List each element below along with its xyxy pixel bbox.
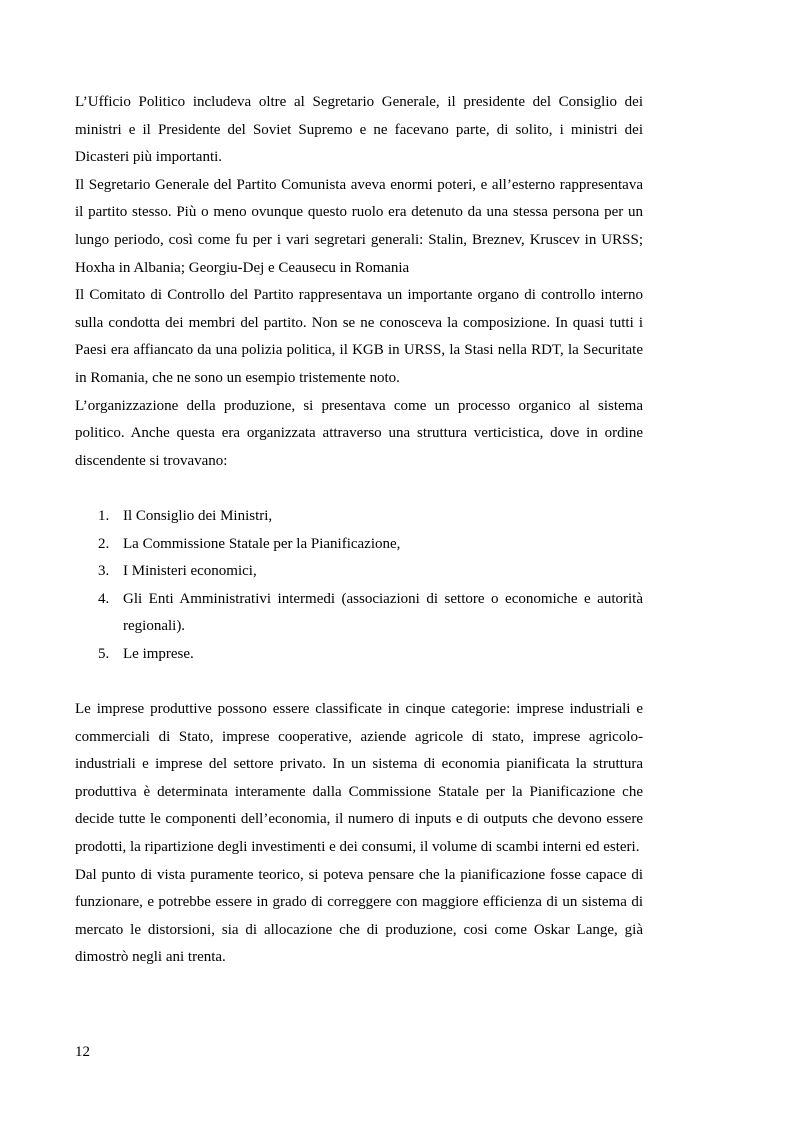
paragraph-punto-di-vista: Dal punto di vista puramente teorico, si poteva pensare che la pianificazione fosse capace di funzionare, e potrebbe essere in grado di correggere con maggiore efficienza di un sistema di mercato le distorsioni, sia di allocazione che di produzione, cosi come Oskar Lange, già dimostrò negli ani trenta. <box>75 866 643 966</box>
list-item-text: La Commissione Statale per la Pianificazione, <box>123 535 401 552</box>
list-item <box>75 558 643 586</box>
list-number: 1. <box>98 507 110 524</box>
paragraph-imprese-produttive: Le imprese produttive possono essere classificate in cinque categorie: imprese industriali e commerciali di Stato, imprese cooperative, aziende agricole di stato, imprese agricolo-industriali e imprese del settore privato. In un sistema di economia pianificata la struttura produttiva è determinata interamente dalla Commissione Statale per la Pianificazione che decide tutte le componenti dell’economia, il numero di inputs e di outputs che devono essere prodotti, la ripartizione degli investimenti e dei consumi, il volume di scambi interni ed esteri. <box>75 701 643 856</box>
numbered-list <box>75 503 643 669</box>
list-item <box>75 531 643 559</box>
paragraph-segretario-generale: Il Segretario Generale del Partito Comunista aveva enormi poteri, e all’esterno rappresentava il partito stesso. Più o meno ovunque questo ruolo era detenuto da una stessa persona per un lungo periodo, così come fu per i vari segretari generali: Stalin, Breznev, Kruscev in URSS; Hoxha in Albania; Georgiu-Dej e Ceausecu in Romania <box>75 176 643 276</box>
list-item <box>75 586 643 641</box>
list-number: 2. <box>98 535 110 552</box>
paragraph-ufficio-politico: L’Ufficio Politico includeva oltre al Segretario Generale, il presidente del Consiglio dei ministri e il Presidente del Soviet Supremo e ne facevano parte, di solito, i ministri dei Dicasteri più importanti. <box>75 94 643 166</box>
list-item <box>75 503 643 531</box>
list-number: 4. <box>98 590 110 607</box>
list-item-text: Le imprese. <box>123 645 194 662</box>
list-item-text: Gli Enti Amministrativi intermedi (associazioni di settore o economiche e autorità regionali). <box>123 590 643 635</box>
page-number: 12 <box>75 1044 90 1060</box>
list-number: 3. <box>98 563 110 580</box>
list-item-text: I Ministeri economici, <box>123 563 257 580</box>
list-item-text: Il Consiglio dei Ministri, <box>123 507 273 524</box>
list-item <box>75 641 643 669</box>
paragraph-organizzazione-produzione: L’organizzazione della produzione, si presentava come un processo organico al sistema politico. Anche questa era organizzata attraverso una struttura verticistica, dove in ordine discendente si trovavano: <box>75 397 643 469</box>
paragraph-comitato-controllo: Il Comitato di Controllo del Partito rappresentava un importante organo di controllo interno sulla condotta dei membri del partito. Non se ne conosceva la composizione. In quasi tutti i Paesi era affiancato da una polizia politica, il KGB in URSS, la Stasi nella RDT, la Securitate in Romania, che ne sono un esempio tristemente noto. <box>75 287 643 386</box>
list-number: 5. <box>98 645 110 662</box>
page-body <box>75 89 643 972</box>
